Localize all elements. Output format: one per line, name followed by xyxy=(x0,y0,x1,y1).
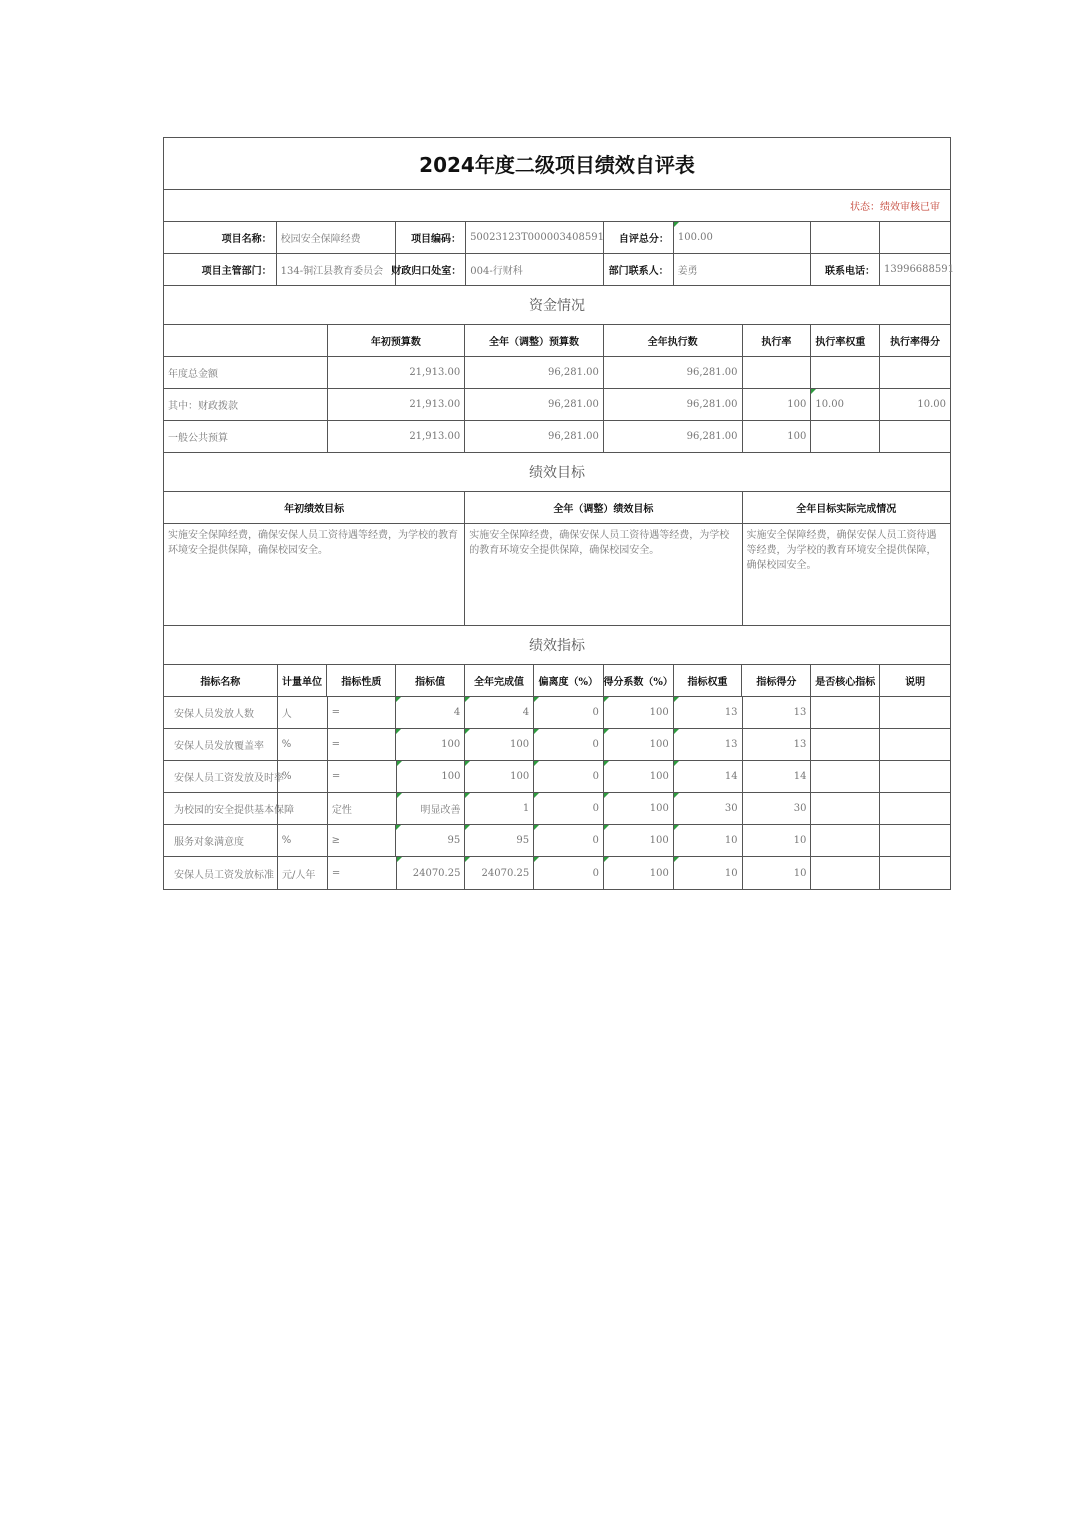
ind-note-cell xyxy=(880,825,950,856)
goal-actual-text: 实施安全保障经费，确保安保人员工资待遇等经费，为学校的教育环境安全提供保障，确保校园安全。 xyxy=(746,530,937,571)
title-row xyxy=(164,138,950,190)
ind-score-cell: 10 xyxy=(743,857,812,889)
ind-score-cell: 10 xyxy=(743,825,812,856)
table-row xyxy=(164,729,950,761)
ind-name-cell: 安保人员工资发放标准 xyxy=(164,857,278,889)
table-row xyxy=(164,697,950,729)
funds-row-rate xyxy=(743,357,812,388)
funds-header-rate: 执行率 xyxy=(743,325,812,356)
ind-completed-cell: 24070.25 xyxy=(465,857,534,889)
ind-deviation-cell: 0 xyxy=(534,793,604,824)
ind-core-cell xyxy=(811,729,880,760)
ind-deviation-cell: 0 xyxy=(534,729,604,760)
indicators-section-row xyxy=(164,626,950,665)
goals-section-title: 绩效目标 xyxy=(529,465,585,481)
ind-target-cell: 24070.25 xyxy=(397,857,466,889)
ind-nature-cell: 定性 xyxy=(328,793,397,824)
funds-row-weight xyxy=(811,357,880,388)
funds-header-score: 执行率得分 xyxy=(890,337,941,348)
empty-cell xyxy=(164,325,328,356)
ind-header-weight: 指标权重 xyxy=(674,665,743,696)
funds-row-initial: 21,913.00 xyxy=(328,421,466,452)
funds-header-row xyxy=(164,325,950,357)
ind-coefficient-cell: 100 xyxy=(604,729,674,760)
funds-row-adjusted: 96,281.00 xyxy=(465,421,604,452)
ind-unit-cell: % xyxy=(278,729,328,760)
contact-label: 部门联系人： xyxy=(604,254,674,285)
ind-completed-cell: 100 xyxy=(465,729,534,760)
ind-nature-cell: ≥ xyxy=(328,825,397,856)
ind-completed-cell: 95 xyxy=(465,825,534,856)
ind-header-coefficient: 得分系数（%） xyxy=(604,665,674,696)
ind-target-cell: 明显改善 xyxy=(397,793,466,824)
funds-section-row xyxy=(164,286,950,325)
ind-unit-cell: 人 xyxy=(278,697,328,728)
status-badge: 状态：绩效审核已审 xyxy=(850,202,940,213)
ind-weight-cell: 14 xyxy=(674,761,743,792)
ind-target-cell: 100 xyxy=(396,729,465,760)
funds-row-adjusted: 96,281.00 xyxy=(465,389,604,420)
ind-weight-cell: 13 xyxy=(674,697,743,728)
funds-row-score xyxy=(880,421,950,452)
goals-section-row xyxy=(164,453,950,492)
ind-nature-cell: = xyxy=(328,857,397,889)
ind-score-cell: 13 xyxy=(743,697,812,728)
finance-label: 财政归口处室： xyxy=(396,254,466,285)
ind-coefficient-cell: 100 xyxy=(604,793,674,824)
ind-coefficient-cell: 100 xyxy=(604,825,674,856)
ind-weight-cell: 30 xyxy=(674,793,743,824)
ind-coefficient-cell: 100 xyxy=(604,697,674,728)
goals-header-adjusted: 全年（调整）绩效目标 xyxy=(465,492,742,523)
indicators-section-title: 绩效指标 xyxy=(529,638,585,654)
ind-note-cell xyxy=(880,761,950,792)
ind-deviation-cell: 0 xyxy=(534,761,604,792)
status-row xyxy=(164,190,950,222)
indicators-header-row xyxy=(164,665,950,697)
table-row xyxy=(164,857,950,889)
page-title: 2024年度二级项目绩效自评表 xyxy=(419,153,695,177)
funds-row-weight xyxy=(811,421,880,452)
table-row xyxy=(164,825,950,857)
goals-header-row xyxy=(164,492,950,524)
ind-deviation-cell: 0 xyxy=(534,697,604,728)
ind-score-cell: 14 xyxy=(743,761,812,792)
ind-completed-cell: 100 xyxy=(465,761,534,792)
self-score-value: 100.00 xyxy=(674,222,812,253)
phone-label: 联系电话： xyxy=(811,254,880,285)
project-name-value: 校园安全保障经费 xyxy=(277,222,397,253)
finance-value: 004-行财科 xyxy=(466,254,604,285)
self-score-label: 自评总分： xyxy=(604,222,674,253)
performance-self-evaluation-sheet xyxy=(163,137,954,890)
funds-row-adjusted: 96,281.00 xyxy=(465,357,604,388)
dept-label: 项目主管部门： xyxy=(164,254,277,285)
funds-section-title: 资金情况 xyxy=(529,298,585,314)
ind-target-cell: 95 xyxy=(396,825,465,856)
ind-weight-cell: 10 xyxy=(674,857,743,889)
info-row-1 xyxy=(164,222,950,254)
ind-deviation-cell: 0 xyxy=(534,857,604,889)
funds-header-initial: 年初预算数 xyxy=(328,325,466,356)
ind-header-score: 指标得分 xyxy=(742,665,811,696)
contact-value: 姜勇 xyxy=(674,254,812,285)
phone-value: 13996688591 xyxy=(884,264,954,275)
indicator-rows xyxy=(164,697,950,889)
ind-score-cell: 13 xyxy=(743,729,812,760)
funds-row-initial: 21,913.00 xyxy=(328,389,466,420)
ind-nature-cell: = xyxy=(328,729,397,760)
funds-row-name: 年度总金额 xyxy=(164,357,328,388)
funds-row-executed: 96,281.00 xyxy=(604,357,743,388)
ind-unit-cell: % xyxy=(278,825,328,856)
project-code-value: 50023123T000003408591 xyxy=(466,222,604,253)
ind-name-cell: 安保人员发放覆盖率 xyxy=(164,729,278,760)
ind-name-cell: 为校园的安全提供基本保障 xyxy=(164,793,278,824)
goals-text-row xyxy=(164,524,950,626)
ind-core-cell xyxy=(811,697,880,728)
ind-header-note: 说明 xyxy=(905,677,926,688)
funds-row-initial: 21,913.00 xyxy=(328,357,466,388)
funds-header-adjusted: 全年（调整）预算数 xyxy=(465,325,604,356)
ind-deviation-cell: 0 xyxy=(534,825,604,856)
ind-completed-cell: 4 xyxy=(465,697,534,728)
funds-row-name: 其中：财政拨款 xyxy=(164,389,328,420)
ind-note-cell xyxy=(880,729,950,760)
ind-header-completed: 全年完成值 xyxy=(465,665,534,696)
funds-row-score: 10.00 xyxy=(917,399,946,410)
ind-target-cell: 4 xyxy=(396,697,465,728)
goal-initial-text: 实施安全保障经费，确保安保人员工资待遇等经费，为学校的教育环境安全提供保障，确保校园安全。 xyxy=(164,524,465,625)
ind-header-target: 指标值 xyxy=(396,665,465,696)
ind-core-cell xyxy=(811,825,880,856)
ind-unit-cell xyxy=(278,793,328,824)
ind-nature-cell: = xyxy=(328,761,397,792)
dept-value: 134-铜江县教育委员会 xyxy=(277,254,397,285)
ind-weight-cell: 13 xyxy=(674,729,743,760)
funds-row-weight: 10.00 xyxy=(811,389,880,420)
funds-row-executed: 96,281.00 xyxy=(604,389,743,420)
table-row xyxy=(164,793,950,825)
ind-unit-cell: % xyxy=(278,761,328,792)
goal-adjusted-text: 实施安全保障经费，确保安保人员工资待遇等经费，为学校的教育环境安全提供保障，确保校园安全。 xyxy=(465,524,742,625)
ind-core-cell xyxy=(811,793,880,824)
funds-row xyxy=(164,357,950,389)
ind-unit-cell: 元/人年 xyxy=(278,857,328,889)
funds-row xyxy=(164,389,950,421)
ind-core-cell xyxy=(811,857,880,889)
ind-coefficient-cell: 100 xyxy=(604,761,674,792)
ind-note-cell xyxy=(880,857,950,889)
funds-row-rate: 100 xyxy=(743,421,812,452)
ind-name-cell: 服务对象满意度 xyxy=(164,825,278,856)
funds-row xyxy=(164,421,950,453)
project-name-label: 项目名称： xyxy=(164,222,277,253)
ind-coefficient-cell: 100 xyxy=(604,857,674,889)
ind-name-cell: 安保人员发放人数 xyxy=(164,697,278,728)
ind-name-cell: 安保人员工资发放及时率 xyxy=(164,761,278,792)
funds-row-executed: 96,281.00 xyxy=(604,421,743,452)
ind-target-cell: 100 xyxy=(397,761,466,792)
ind-note-cell xyxy=(880,697,950,728)
empty-cell xyxy=(811,222,880,253)
ind-header-unit: 计量单位 xyxy=(278,665,328,696)
ind-weight-cell: 10 xyxy=(674,825,743,856)
table-row xyxy=(164,761,950,793)
ind-header-core: 是否核心指标 xyxy=(811,665,880,696)
funds-row-rate: 100 xyxy=(743,389,812,420)
empty-cell xyxy=(880,222,950,253)
ind-completed-cell: 1 xyxy=(465,793,534,824)
funds-row-score xyxy=(880,357,950,388)
ind-header-deviation: 偏离度（%） xyxy=(534,665,604,696)
funds-row-name: 一般公共预算 xyxy=(164,421,328,452)
ind-score-cell: 30 xyxy=(743,793,812,824)
ind-header-name: 指标名称 xyxy=(164,665,278,696)
info-row-2 xyxy=(164,254,954,286)
ind-nature-cell: = xyxy=(328,697,397,728)
ind-header-nature: 指标性质 xyxy=(327,665,396,696)
funds-header-executed: 全年执行数 xyxy=(604,325,743,356)
ind-core-cell xyxy=(811,761,880,792)
funds-header-weight: 执行率权重 xyxy=(811,325,880,356)
goals-header-actual: 全年目标实际完成情况 xyxy=(796,504,897,515)
project-code-label: 项目编码： xyxy=(396,222,466,253)
ind-note-cell xyxy=(880,793,950,824)
goals-header-initial: 年初绩效目标 xyxy=(164,492,465,523)
